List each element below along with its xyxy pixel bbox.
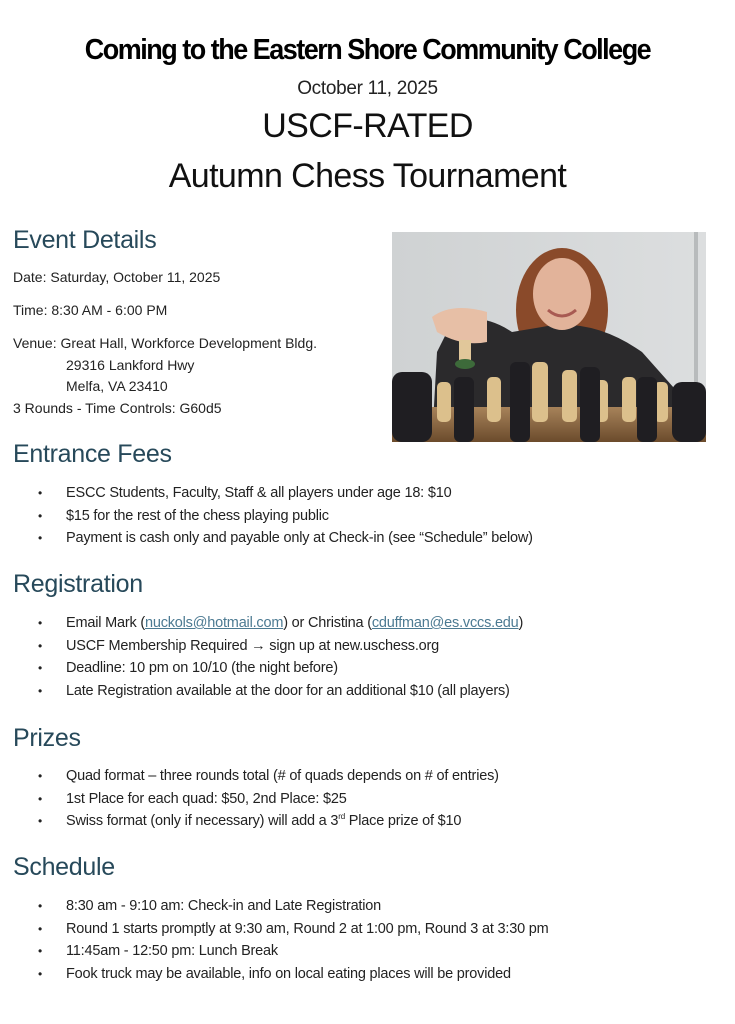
list-item: • Email Mark (nuckols@hotmail.com) or Christina (cduffman@es.vccs.edu) [36,612,523,635]
email-link-christina[interactable]: cduffman@es.vccs.edu [371,615,519,631]
tournament-title: Autumn Chess Tournament [168,157,567,195]
list-item: • 1st Place for each quad: $50, 2nd Place: $25 [36,788,499,811]
rated-heading: USCF-RATED [262,107,473,145]
list-item: • Quad format – three rounds total (# of quads depends on # of entries) [36,765,499,788]
banner-heading: Coming to the Eastern Shore Community College [84,34,651,66]
bullet-icon: • [38,944,43,958]
detail-venue: Venue: Great Hall, Workforce Development Bldg. [13,335,318,351]
list-item: • $15 for the rest of the chess playing public [36,505,533,528]
list-item: • Late Registration available at the door for an additional $10 (all players) [36,680,523,703]
bullet-icon: • [38,791,43,806]
bullet-icon: • [38,769,43,783]
bullet-icon: • [38,508,43,523]
detail-address-city: Melfa, VA 23410 [66,378,168,394]
entrance-fees-heading: Entrance Fees [13,440,172,468]
list-item: • Fook truck may be available, info on local eating places will be provided [36,963,549,986]
list-item: • Deadline: 10 pm on 10/10 (the night before) [36,657,523,680]
detail-address-street: 29316 Lankford Hwy [66,357,195,373]
chess-player-photo [392,232,706,442]
registration-heading: Registration [13,570,143,598]
list-item: • Payment is cash only and payable only at Check-in (see “Schedule” below) [36,527,533,550]
list-item: • Round 1 starts promptly at 9:30 am, Round 2 at 1:00 pm, Round 3 at 3:30 pm [36,918,549,941]
detail-date: Date: Saturday, October 11, 2025 [13,269,221,285]
prizes-heading: Prizes [13,724,81,752]
list-item: • 11:45am - 12:50 pm: Lunch Break [36,940,549,963]
list-item: • USCF Membership Required → sign up at new.uschess.org [36,635,523,658]
bullet-icon: • [38,661,43,675]
list-item: • ESCC Students, Faculty, Staff & all players under age 18: $10 [36,482,533,505]
detail-time: Time: 8:30 AM - 6:00 PM [13,302,168,318]
detail-rounds: 3 Rounds - Time Controls: G60d5 [13,400,222,416]
bullet-icon: • [38,814,43,828]
event-details-heading: Event Details [13,226,157,254]
bullet-icon: • [38,616,43,630]
email-link-mark[interactable]: nuckols@hotmail.com [144,615,284,631]
bullet-icon: • [38,531,43,545]
schedule-heading: Schedule [13,853,115,881]
list-item: • 8:30 am - 9:10 am: Check-in and Late Registration [36,895,549,918]
bullet-icon: • [38,638,43,653]
prizes-list [36,765,499,833]
bullet-icon: • [38,966,43,981]
bullet-icon: • [38,486,43,500]
bullet-icon: • [38,899,43,913]
schedule-list [36,895,549,985]
bullet-icon: • [38,683,43,698]
bullet-icon: • [38,921,43,936]
fees-list [36,482,533,550]
registration-list [36,612,523,702]
list-item: • Swiss format (only if necessary) will add a 3rd Place prize of $10 [36,810,499,833]
event-date: October 11, 2025 [297,78,438,99]
